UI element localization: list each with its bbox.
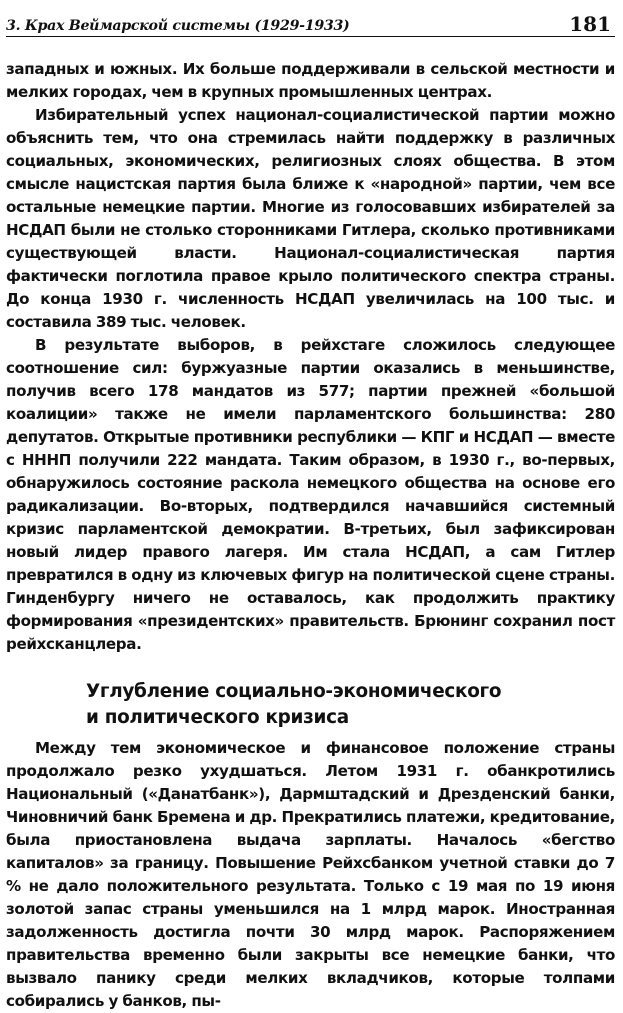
- page-body: [6, 58, 615, 1013]
- section-heading-line-1: Углубление социально-экономического: [86, 681, 502, 702]
- paragraph-election-results: В результате выборов, в рейхстаге сложилось следующее соотношение сил: буржуазные партии оказались в меньшинстве, получив всего 178 мандатов из 577; партии прежней «большой коалиции» также не имели парламентского большинства: 280 депутатов. Открытые противники республики — КПГ и НСДАП — вместе с НННП получили 222 мандата. Таким образом, в 1930 г., во-первых, обнаружилось состояние раскола немецкого общества на основе его радикализации. Во-вторых, подтвердился начавшийся системный кризис парламентской демократии. В-третьих, был зафиксирован новый лидер правого лагеря. Им стала НСДАП, а сам Гитлер превратился в одну из ключевых фигур на политической сцене страны. Гинденбургу ничего не оставалось, как продолжить практику формирования «президентских» правительств. Брюнинг сохранил пост рейхсканцлера.: [6, 336, 615, 653]
- section-heading-line-2: и политического кризиса: [86, 707, 349, 728]
- section-heading: [86, 679, 615, 731]
- paragraph-economic-crisis: Между тем экономическое и финансовое положение страны продолжало резко ухудшаться. Летом 1931 г. обанкротились Национальный («Данатбанк»), Дармштадский и Дрезденский банки, Чиновничий банк Бремена и др. Прекратились платежи, кредитование, была приостановлена выдача зарплаты. Началось «бегство капиталов» за границу. Повышение Рейхсбанком учетной ставки до 7 % не дало положительного результата. Только с 19 мая по 19 июня золотой запас страны уменьшился на 1 млрд марок. Иностранная задолженность достигла почти 30 млрд марок. Распоряжением правительства временно были закрыты все немецкие банки, что вызвало панику среди мелких вкладчиков, которые толпами собирались у банков, пы-: [6, 739, 615, 1010]
- paragraph-electoral-success: Избирательный успех национал-социалистической партии можно объяснить тем, что она стремилась найти поддержку в различных социальных, экономических, религиозных слоях общества. В этом смысле нацистская партия была ближе к «народной» партии, чем все остальные немецкие партии. Многие из голосовавших избирателей за НСДАП были не столько сторонниками Гитлера, сколько противниками существующей власти. Национал-социалистическая партия фактически поглотила правое крыло политического спектра страны. До конца 1930 г. численность НСДАП увеличилась на 100 тыс. и составила 389 тыс. человек.: [6, 106, 615, 331]
- running-header: [6, 4, 615, 37]
- running-title: 3. Крах Веймарской системы (1929-1933): [6, 18, 350, 34]
- paragraph-continuation: западных и южных. Их больше поддерживали в сельской местности и мелких городах, чем в крупных промышленных центрах.: [6, 60, 615, 101]
- page-number: 181: [569, 12, 611, 36]
